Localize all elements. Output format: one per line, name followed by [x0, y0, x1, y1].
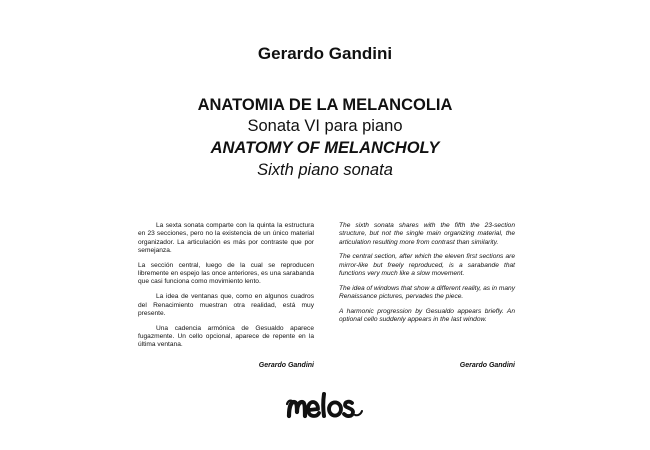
notes-es-paragraph-2: La sección central, luego de la cual se reproducen libremente en espejo las once anteriores, es una sarabanda que casi funciona como movimiento lento.	[138, 261, 314, 286]
composer-name: Gerardo Gandini	[257, 44, 393, 63]
notes-en-paragraph-1: The sixth sonata shares with the fifth the 23-section structure, but not the single main organizing material, the articulation resulting more from contrast than similarity.	[339, 222, 515, 246]
notes-en-paragraph-2: The central section, after which the eleven first sections are mirror-like but freely reproduced, is a sarabande that functions very much like a slow movement.	[339, 253, 515, 278]
signature-spanish: Gerardo Gandini	[258, 362, 314, 369]
notes-en-paragraph-4: A harmonic progression by Gesualdo appears briefly. An optional cello suddenly appears in the last window.	[339, 308, 515, 324]
english-title: ANATOMY OF MELANCHOLY	[210, 139, 440, 157]
notes-en-paragraph-3: The idea of windows that show a different reality, as in many Renaissance pictures, pervades the piece.	[339, 284, 515, 301]
notes-es-paragraph-4: Una cadencia armónica de Gesualdo aparece fugazmente. Un cello opcional, aparece de repente en la última ventana.	[138, 324, 314, 349]
program-notes-english	[339, 222, 515, 331]
title-block	[0, 95, 650, 181]
notes-es-paragraph-1: La sexta sonata comparte con la quinta la estructura en 23 secciones, pero no la existencia de un único material organizador. La articulación es más por contraste que por semejanza.	[138, 222, 314, 254]
melos-logo-icon	[286, 391, 364, 421]
program-notes-spanish	[138, 222, 314, 356]
signature-english: Gerardo Gandini	[459, 362, 515, 369]
spanish-subtitle: Sonata VI para piano	[247, 117, 403, 135]
english-subtitle: Sixth piano sonata	[257, 161, 393, 179]
spanish-title: ANATOMIA DE LA MELANCOLIA	[197, 96, 453, 114]
notes-es-paragraph-3: La idea de ventanas que, como en algunos cuadros del Renacimiento muestran otra realidad, está muy presente.	[138, 293, 314, 317]
